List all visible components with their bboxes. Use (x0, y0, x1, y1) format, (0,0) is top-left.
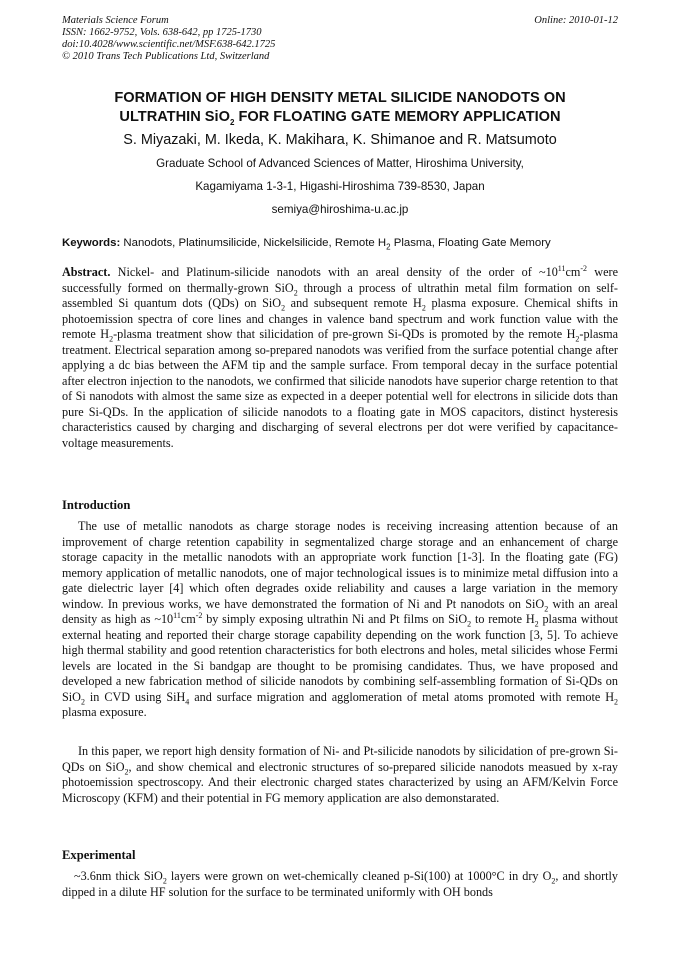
affiliation-line-2: Kagamiyama 1-3-1, Higashi-Hiroshima 739-8530, Japan (195, 180, 485, 193)
doi-line: doi:10.4028/www.scientific.net/MSF.638-642.1725 (62, 39, 276, 50)
experimental-paragraph-1: ~3.6nm thick SiO$_2$ layers were grown on wet-chemically cleaned p-Si(100) at 1000°C in dry $O_2$, and shortly dipped in a dilute HF solution for the surface to be terminated uniformly with OH bonds (62, 869, 619, 899)
experimental-heading: Experimental (62, 848, 136, 862)
abstract: Abstract. Nickel- and Platinum-silicide nanodots with an areal density of the order of $\sim 10^{11}cm^{-2}$ were successfully formed on thermally-grown SiO$_2$ through a process of ultrathin metal film formation on self-assembled Si quantum dots (QDs) on SiO$_2$ and subsequent remote $H_2$ plasma exposure. Chemical shifts in photoemission spectra of core lines and changes in valence band spectrum and work function value with the remote $H_2$-plasma treatment show that silicidation of pre-grown Si-QDs is promoted by the remote $H_2$-plasma treatment. Electrical separation among so-prepared nanodots was verified from the surface potential change after applying a dc bias between the AFM tip and the sample surface. From temporal decay in the surface potential after electron injection to the nanodots, we confirmed that silicide nanodots have superior charge retention to that of Si nanodots with almost the same size as expected in a deeper potential well for electrons in silicide dots than pure Si-QDs. In the application of silicide nanodots to a floating gate in MOS capacitors, distinct hysteresis characteristics caused by charging and discharging of several electrons per dot were verified by capacitance-voltage measurements. (62, 263, 618, 450)
introduction-paragraph-2: In this paper, we report high density formation of Ni- and Pt-silicide nanodots by silicidation of pre-grown Si-QDs on SiO$_2$, and show chemical and electronic structures of so-prepared silicide nanodots measued by x-ray photoemission spectroscopy. And their electronic charged states characterized by using an AFM/Kelvin Force Microscopy (KFM) and their potential in FG memory application are also demonstarated. (62, 744, 618, 805)
keywords-label: Keywords: (62, 237, 121, 249)
journal-name: Materials Science Forum (62, 15, 169, 26)
title-line-2: ULTRATHIN SiO$_2$ FOR FLOATING GATE MEMORY APPLICATION (119, 109, 561, 127)
abstract-label: Abstract. (62, 265, 111, 279)
issn-line: ISSN: 1662-9752, Vols. 638-642, pp 1725-1730 (62, 27, 262, 38)
introduction-paragraph-1: The use of metallic nanodots as charge storage nodes is receiving increasing attention because of an improvement of charge retention capability in segmentalized charge storage and an enhancement of charge storage capacity in the metallic nanodots with an appropriate work function [1-3]. In the floating gate (FG) memory application of metallic nanodots, one of major technological issues is to minimize metal diffusion into a gate dielectric layer [4] which often degrades oxide reliability and causes a large variation in the memory window. In previous works, we have demonstrated the formation of Ni and Pt nanodots on SiO$_2$ with an areal density as high as $\sim 10^{11}cm^{-2}$ by simply exposing ultrathin Ni and Pt films on SiO$_2$ to remote $H_2$ plasma without external heating and reported their charge storage capability depending on the work function [3, 5]. To achieve high thermal stability and good retention characteristics for both electrons and holes, metal silicides whose Fermi levels are located in the Si bandgap are thought to be promising candidates. Thus, we have proposed and developed a new fabrication method of silicide nanodots by combining self-assembling formation of Si-QDs on SiO$_2$ in CVD using SiH$_4$ and surface migration and agglomeration of metal atoms promoted with remote $H_2$ plasma exposure. (62, 519, 619, 719)
affiliation-line-1: Graduate School of Advanced Sciences of Matter, Hiroshima University, (156, 157, 524, 170)
online-date: Online: 2010-01-12 (534, 15, 618, 26)
keywords: Keywords: Nanodots, Platinumsilicide, Nickelsilicide, Remote $H_2$ Plasma, Floating Gate Memory (62, 237, 551, 252)
title-line-1: FORMATION OF HIGH DENSITY METAL SILICIDE NANODOTS ON (114, 90, 566, 106)
paper-title (62, 89, 618, 127)
introduction-heading: Introduction (62, 498, 131, 512)
copyright-line: © 2010 Trans Tech Publications Ltd, Switzerland (62, 51, 270, 62)
author-email[interactable]: semiya@hiroshima-u.ac.jp (271, 203, 409, 216)
journal-header (62, 15, 618, 63)
author-list: S. Miyazaki, M. Ikeda, K. Makihara, K. Shimanoe and R. Matsumoto (123, 132, 557, 148)
